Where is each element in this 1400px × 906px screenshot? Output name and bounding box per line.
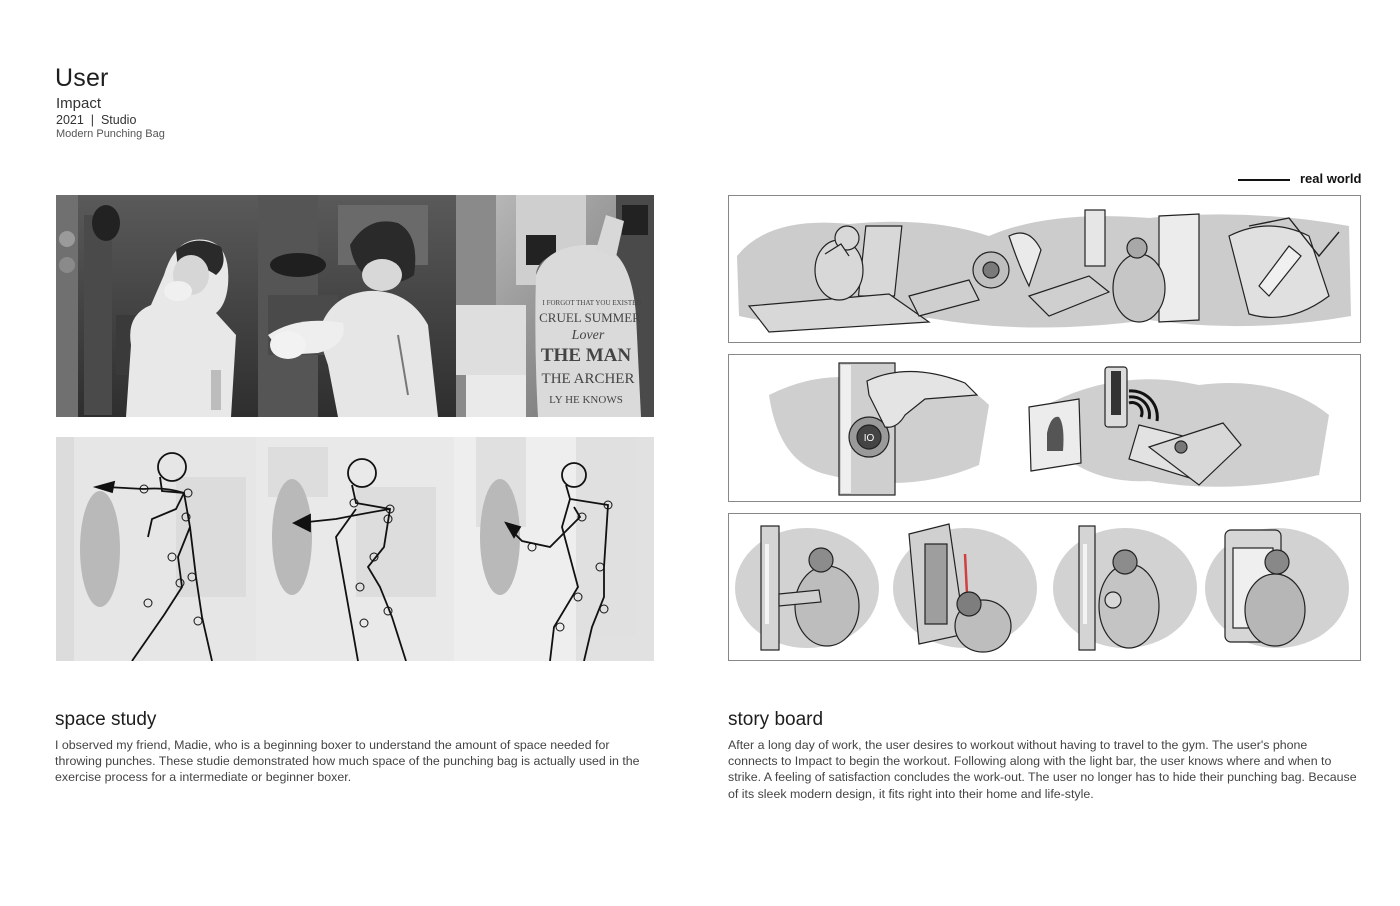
shirt-text-line: THE ARCHER — [541, 371, 635, 387]
photo-panel-2 — [258, 195, 456, 417]
storyboard-frame-2 — [728, 354, 1361, 502]
pose-strip-illustration — [56, 437, 654, 661]
shirt-text-line: Lover — [571, 328, 605, 343]
project-name: Impact — [56, 95, 102, 112]
space-study-photos — [56, 195, 654, 417]
shirt-text-line: CRUEL SUMMER — [539, 310, 641, 325]
bag-outline — [272, 479, 312, 595]
dial-label: IO — [863, 433, 875, 444]
shirt-text-line: I FORGOT THAT YOU EXISTED — [542, 299, 642, 307]
pose-analysis-strip — [56, 437, 654, 661]
project-meta: 2021 | Studio — [56, 113, 137, 127]
bag-outline — [80, 491, 120, 607]
story-board-heading: story board — [728, 709, 824, 730]
real-world-rule — [1238, 179, 1290, 181]
storyboard-sketch-3 — [729, 514, 1360, 660]
storyboard-sketch-2 — [729, 355, 1360, 501]
storyboard-frame-1 — [728, 195, 1361, 343]
shirt-text-line: LY HE KNOWS — [549, 394, 623, 406]
storyboard-frame-3 — [728, 513, 1361, 661]
shirt-text-line: THE MAN — [540, 345, 632, 366]
project-description: Modern Punching Bag — [56, 128, 165, 140]
photo-strip-illustration — [56, 195, 654, 417]
space-study-heading: space study — [55, 709, 157, 730]
storyboard-sketch-1 — [729, 196, 1360, 342]
space-study-text: I observed my friend, Madie, who is a beginning boxer to understand the amount of space needed for throwing punches. These studie demonstrated how much space of the punching bag is actually used in the exercise process for a intermediate or beginner boxer. — [55, 738, 640, 785]
story-board-text: After a long day of work, the user desires to workout without having to travel to the gym. The user's phone connects to Impact to begin the workout. Following along with the light bar, the user knows where and when to strike. A feeling of satisfaction concludes the work-out. The user no longer has to hide their punching bag. Because of its sleek modern design, it fits right into their home and life-style. — [728, 738, 1357, 801]
page-title: User — [55, 64, 109, 92]
photo-panel-1 — [56, 195, 258, 417]
real-world-label: real world — [1300, 171, 1362, 186]
